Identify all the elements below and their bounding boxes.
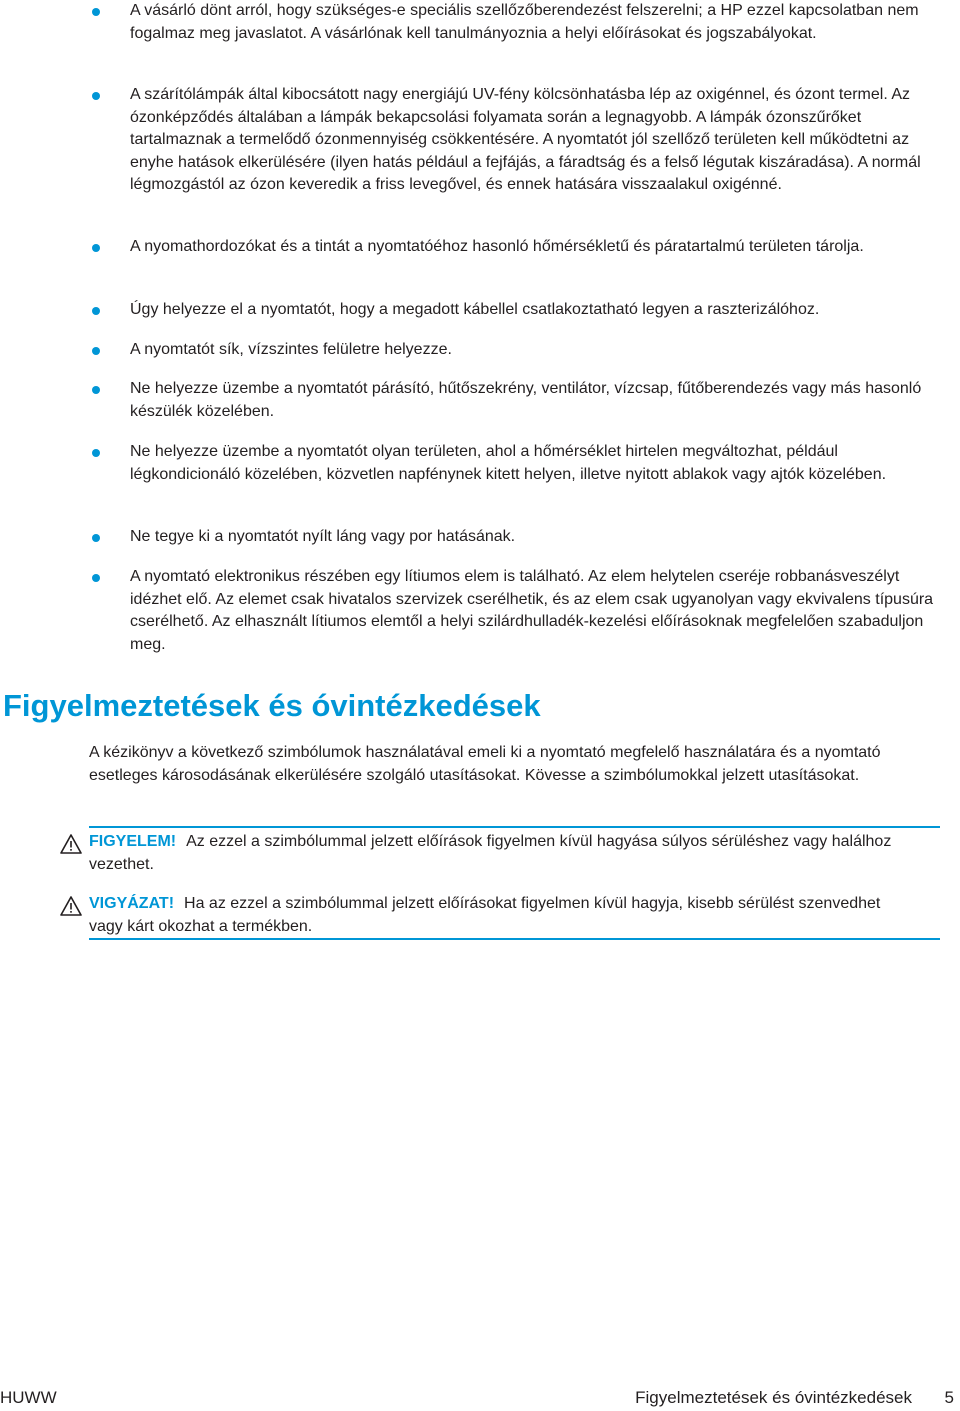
warning-notice [89,831,909,876]
footer-doc-code: HUWW [0,1388,57,1407]
bullet-dot-icon [92,534,100,542]
bullet-dot-icon [92,92,100,100]
list-item-text: Ne tegye ki a nyomtatót nyílt láng vagy por hatásának. [130,528,516,545]
bullet-dot-icon [92,307,100,315]
bullet-dot-icon [92,8,100,16]
caution-label: VIGYÁZAT! [89,895,175,912]
bullet-dot-icon [92,574,100,582]
page-footer [0,1386,960,1410]
warning-text: Az ezzel a szimbólummal jelzett előírások figyelmen kívül hagyása súlyos sérüléshez vagy halálhoz vezethet. [89,833,892,873]
bullet-dot-icon [92,347,100,355]
list-item-text: Ne helyezze üzembe a nyomtatót olyan területen, ahol a hőmérséklet hirtelen megváltozhat, például légkondicionáló közelében, közvetlen napfénynek kitett helyen, illetve nyitott ablakok vagy ajtók közelében. [130,443,887,483]
list-item-text: Ne helyezze üzembe a nyomtatót párásító, hűtőszekrény, ventilátor, vízcsap, fűtőberendezés vagy más hasonló készülék közelében. [130,380,922,420]
notice-bottom-rule [89,938,940,940]
list-item-text: A vásárló dönt arról, hogy szükséges-e speciális szellőzőberendezést felszerelni; a HP ezzel kapcsolatban nem fogalmaz meg javaslatot. A vásárlónak kell tanulmányoznia a helyi előírásokat és jogszabályokat. [130,2,919,42]
caution-notice [89,893,909,938]
list-item-text: A nyomathordozókat és a tintát a nyomtatóéhoz hasonló hőmérsékletű és páratartalmú területen tárolja. [130,238,864,255]
section-heading: Figyelmeztetések és óvintézkedések [3,688,541,723]
footer-chapter-title: Figyelmeztetések és óvintézkedések [635,1388,912,1407]
warning-label: FIGYELEM! [89,833,177,850]
list-item-text: Úgy helyezze el a nyomtatót, hogy a megadott kábellel csatlakoztatható legyen a raszterizálóhoz. [130,301,820,318]
warning-triangle-icon [60,896,82,916]
list-item-text: A szárítólámpák által kibocsátott nagy energiájú UV-fény kölcsönhatásba lép az oxigénnel, és ózont termel. Az ózonképződés általában a lámpák bekapcsolási folyamata során a legnagyobb. A lámpák ózonszűrőket tartalmaznak a termelődő ózonmennyiség csökkentésére. A nyomtatót jól szellőző területen kell működtetni az enyhe hatások elkerülésére (ilyen hatás például a fejfájás, a fáradtság és a felső légutak kiszáradása). A normál légmozgástól az ózon keveredik a friss levegővel, és ennek hatására visszaalakul oxigénné. [130,86,921,193]
bullet-dot-icon [92,449,100,457]
warning-triangle-icon [60,834,82,854]
list-item-text: A nyomtatót sík, vízszintes felületre helyezze. [130,341,452,358]
bullet-dot-icon [92,386,100,394]
bullet-dot-icon [92,244,100,252]
notice-top-rule [89,826,940,828]
list-item-text: A nyomtató elektronikus részében egy lítiumos elem is található. Az elem helytelen cseréje robbanásveszélyt idézhet elő. Az elemet csak hivatalos szervizek cserélhetik, és az elem csak ugyanolyan vagy ekvivalens típusúra cserélhető. Az elhasznált lítiumos elemtől a helyi szilárdhulladék-kezelési előírásoknak megfelelően szabaduljon meg. [130,568,934,653]
intro-paragraph: A kézikönyv a következő szimbólumok használatával emeli ki a nyomtató megfelelő használatára és a nyomtató esetleges károsodásának elkerülésére szolgáló utasításokat. Kövesse a szimbólumokkal jelzett utasításokat. [89,744,881,784]
page-number: 5 [944,1388,954,1407]
caution-text: Ha az ezzel a szimbólummal jelzett előírásokat figyelmen kívül hagyja, kisebb sérülést szenvedhet vagy kárt okozhat a termékben. [89,895,881,935]
